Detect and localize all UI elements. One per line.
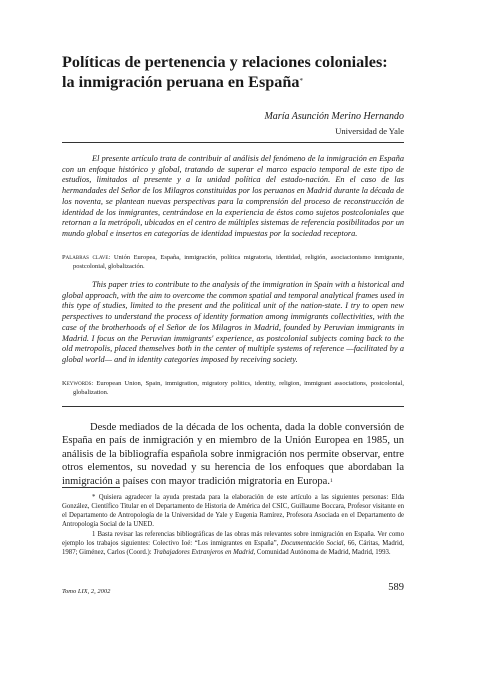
footnote-rule xyxy=(62,487,120,488)
abstract-english: This paper tries to contribute to the analysis of the immigration in Spain with a historical and global approach, with the aim to overcome the common spatial and temporal analytical frames used in this type of studies, limited to the present and the political unit of the nation-state. I try to open new perspectives to understand the process of identity formation among immigrants collectivities, with the case of the brotherhoods of el Señor de los Milagros in Madrid, founded by Peruvian immigrants in Madrid. I focus on the Peruvian immigrants' experience, as postcolonial subjects coming back to the old metropolis, placed themselves both in the center of multiple systems of reference —facilitated by a global world— and in identity categories imposed by receiving society. xyxy=(62,280,404,364)
keywords-spanish xyxy=(62,253,404,271)
footnote-1-suffix: , Comunidad Autónoma de Madrid, Madrid, 1993. xyxy=(253,549,391,556)
header-rule xyxy=(62,142,404,143)
article-title xyxy=(62,52,432,92)
title-line-2: la inmigración peruana en España xyxy=(62,73,300,91)
abstract-rule xyxy=(62,406,404,407)
keywords-english xyxy=(62,379,404,397)
footnote-1-italic-1: Documentación Social xyxy=(280,540,344,547)
footnote-1 xyxy=(62,530,404,557)
page-number: 589 xyxy=(388,582,404,593)
title-note-marker: * xyxy=(299,77,303,85)
title-line-1: Políticas de pertenencia y relaciones coloniales: xyxy=(62,53,388,71)
footnote-1-italic-2: Trabajadores Extranjeros en Madrid xyxy=(153,549,254,556)
keywords-english-label: Keywords: xyxy=(62,380,94,387)
keywords-english-text: European Union, Spain, immigration, migratory politics, identity, religion, immigrant associations, postcolonial, globalization. xyxy=(73,380,404,396)
author-affiliation: Universidad de Yale xyxy=(335,126,404,136)
keywords-spanish-text: Unión Europea, España, inmigración, política migratoria, identidad, religión, asociacionismo inmigrante, postcolonial, globalización. xyxy=(73,254,405,270)
journal-reference: Tomo LIX, 2, 2002 xyxy=(62,588,111,595)
footnote-1-prefix: 1 Basta revisar las referencias bibliográficas de las obras más relevantes sobre inmigración en España. Ver como ejemplo los trabajos siguientes: Colectivo Ioé: “Los inmigrantes en España”, xyxy=(62,531,404,547)
body-paragraph xyxy=(62,421,404,488)
abstract-spanish: El presente artículo trata de contribuir al análisis del fenómeno de la inmigración en España con un enfoque histórico y global, tratando de superar el marco espacio temporal de este tipo de estudios, limitados al presente y a la unidad política del estado-nación. En el caso de las hermandades del Señor de los Milagros constituidas por los peruanos en Madrid durante la década de los noventa, se plantean nuevas perspectivas para la comprensión del proceso de reconstrucción de identidad de los inmigrantes, centrándose en la experiencia de éstos como sujetos postcoloniales que retornan a la metrópoli, ubicados en el centro de múltiples sistemas de referencia posibilitados por un mundo global e insertos en categorías de identidad impuestas por la sociedad receptora. xyxy=(62,154,404,238)
footnote-1-middle: , 66, Cáritas, Madrid, 1987; Giménez, Carlos (Coord.): xyxy=(62,540,404,556)
body-paragraph-text: Desde mediados de la década de los ochenta, dada la doble conversión de España en país de inmigración y en miembro de la Unión Europea en 1985, un análisis de la bibliografía española sobre inmigración nos permite observar, entre otros elementos, su novedad y su herencia de los enfoques que abordaban la inmigración a países con mayor tradición migratoria en Europa. xyxy=(62,422,404,487)
author-name: María Asunción Merino Hernando xyxy=(264,111,404,122)
keywords-spanish-label: Palabras clave: xyxy=(62,254,111,261)
footnote-acknowledgement: * Quisiera agradecer la ayuda prestada para la elaboración de este artículo a las siguientes personas: Elda González, Científico Titular en el Departamento de Historia de América del CSIC, Guillaume Boccara, Profesor visitante en el Departamento de Antropología de la Universidad de Yale y Eugenia Ramírez, Profesora Asociada en el Departamento de Antropología Social de la UNED. xyxy=(62,494,404,528)
footnote-ref-1: 1 xyxy=(329,477,333,484)
